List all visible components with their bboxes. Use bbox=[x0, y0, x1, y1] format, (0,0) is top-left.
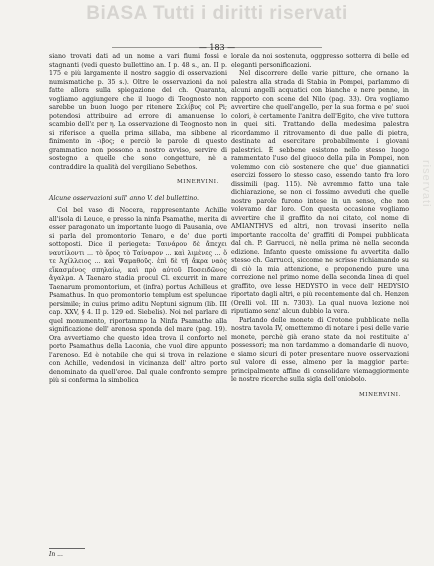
section-title: Alcune osservazioni sull' anno V. del bullettino. bbox=[49, 194, 200, 202]
page-number: — 183 — bbox=[198, 43, 236, 52]
right-signature: MINERVINI. bbox=[358, 391, 401, 398]
left-paragraph-2: Col bel vaso di Nocera, rappresentante Achille all'isola di Leuce, e presso la ninfa Psamathe, merita di esser paragonato un importante luogo di Pausania, ove si parla del promontorio Tenaro, e de' due porti sottoposti. Dice il periegeta: Ταινάρου δὲ ἄπεχει ναυτίλοντι ... τὸ ὄρος τὸ Ταίναρον ... καὶ λιμὲνες ... ὅ τε Ἀχίλλειος ... καὶ Ψαμαθοῦς. ἐπὶ δὲ τῆ ἄκρα ναὸς εἴκασμένος σπηλαίω, καὶ πρὸ αὐτοῦ Ποσειδῶνος ἄγαλμα. A Taenaro stadia procul Cl. excurrit in mare Taenarum promontorium, et (infra) portus Achilleus et Psamathus. In quo promontorio templum est speluncae persimile; in cuius primo aditu Neptuni signum (lib. III cap. XXV, § 4. II p. 129 ed. Siebelis). Noi nel parlare di quel monumento, riportammo la Ninfa Psamathe alla significazione dell' arenosa sponda del mare (pag. 19). Ora avvertiamo che questo idea trova il conforto nel porto Psamathus della Laconia, che vuol dire appunto l'arenoso. Ed è notabile che qui si trova in relazione con Achille, vedendosi in vicinanza dell' altro porto denominato da quell'eroe. Dal quale confronto sempre più si conferma la simbolica bbox=[49, 207, 227, 384]
right-column bbox=[231, 53, 409, 407]
right-paragraph-1: lorale da noi sostenuta, oggpresso sotterra di belle ed eleganti personificazioni. bbox=[231, 53, 409, 69]
footnote: In ... bbox=[49, 551, 63, 558]
right-paragraph-2: Nel discorrere delle varie pitture, che ornano la palestra alla strada di Stabia in Pompei, parlammo di alcuni angelli acquatici con bianche e nere penne, in rapporto con scene del Nilo (pag. 33). Ora vogliamo avvertire che quell'angello, per la sua forma e pe' suoi colori, è certamente l'anitra dell'Egito, che vive tuttora in quei siti. Trattando della medesima palestra ricordammo il ritrovamento di due palle di pietra, destinate ad esercitare probabilmente i giovani palestrici. È sebbene esistono nello stesso luogo rammentato l'uso del giuoco della pila in Pompei, non volemmo con ciò sostenere che que' due giannatici esercizi fossero lo stesso caso, essendo tanto fra loro dissimili (pag. 115). Nè avremmo fatto una tale dichiarazione, se non ci fossimo avveduti che quelle nostre parole furono intese in un senso, che non volevamo dar loro. Con questa occasione vogliamo avvertire che il graffito da noi citato, col nome di AMIANTHVS ed altri, non trovasi inserito nella importante raccolta de' graffiti di Pompei pubblicata dal ch. P. Garrucci, nè nella prima nè nella seconda edizione. Infanto queste omissione fu avvertita dallo stesso ch. Garrucci, siccome ne scrisse richiamando su di ciò la mia attenzione, e proponendo pure una correzione nel primo nome della seconda linea di quel graffito, ove lesse HEDYSTO in vece dell' HEDYSIO riportato dagli altri, e più recentemente dal ch. Henzen (Orelli vol. III n. 7303). La qual nuova lezione noi riputiamo senz' alcun dubbio la vera. bbox=[231, 70, 409, 315]
left-signature: MINERVINI. bbox=[176, 179, 219, 185]
side-watermark: riservati bbox=[420, 160, 432, 208]
left-column bbox=[49, 53, 227, 386]
footnote-rule bbox=[49, 548, 85, 549]
watermark: BiASA Tutti i diritti riservati bbox=[86, 3, 348, 24]
right-paragraph-3: Parlando delle monete di Crotone pubblicate nella nostra tavola IV, omettemmo di notare i pesi delle varie monete, perchè già erano state da noi restituite a' possessori; ma non tardammo a domandarle di nuovo, e siamo sicuri di poter presentare nuove osservazioni sul valore di esse, almeno per la maggior parte: principalmente affine di consolidare viemaggiormente le nostre ricerche sulla sigla dell'oniobolo. bbox=[231, 316, 409, 383]
left-paragraph-1: siano trovati dati ad un nome a vari fiumi fossi e stagnanti (vedi questo bullettino an. I p. 48 s., an. II p. 175 e più largamente il nostro saggio di osservazioni numismatiche p. 35 s.). Oltre le osservazioni da noi fatte allora sulla spiegazione del ch. Quaranta, vogliamo aggiungere che il luogo di Teognosto non sarebbe un buon luogo per ritenere Σελίβυς col Pi; potendosi attribuire ad errore di amanuense lo scambio dell'ε per η. La osservazione di Teognosto non si riferisce a quella prima sillaba, ma sibbene al finimento in -ιβος; e perciò le parole di questo grammatico non possono a nostro avviso, servire di sostegno a quelle che sono congetture, nè a contraddire la qualità del vergiliano Sebethos. bbox=[49, 53, 227, 171]
